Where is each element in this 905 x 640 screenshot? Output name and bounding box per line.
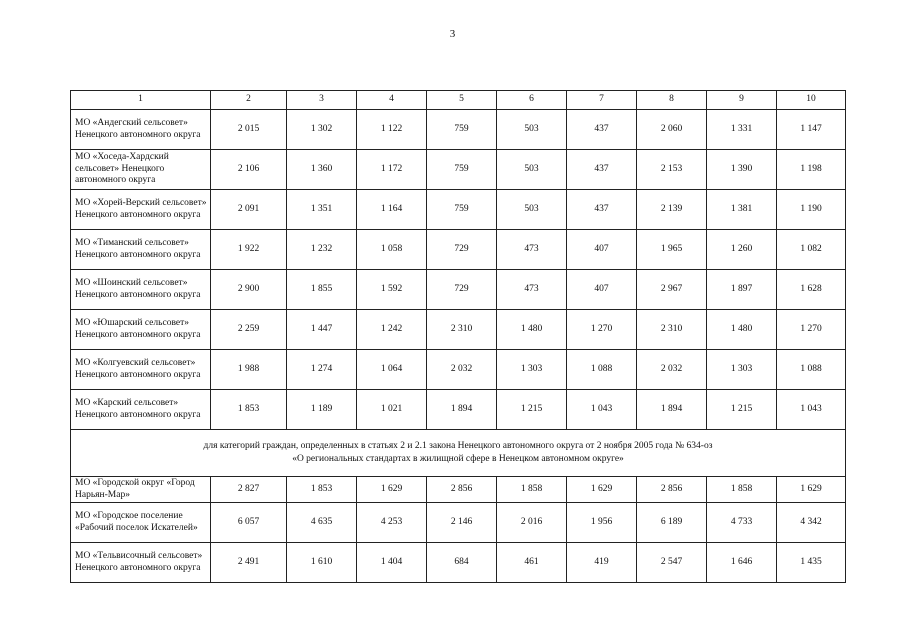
value-cell: 1 058 xyxy=(357,230,427,270)
value-cell: 1 480 xyxy=(497,310,567,350)
value-cell: 1 088 xyxy=(777,350,846,390)
value-cell: 2 547 xyxy=(637,543,707,583)
value-cell: 1 331 xyxy=(707,110,777,150)
value-cell: 2 856 xyxy=(637,477,707,503)
value-cell: 2 146 xyxy=(427,503,497,543)
value-cell: 1 270 xyxy=(777,310,846,350)
section-heading xyxy=(71,430,846,477)
value-cell: 473 xyxy=(497,270,567,310)
value-cell: 1 302 xyxy=(287,110,357,150)
value-cell: 1 988 xyxy=(211,350,287,390)
value-cell: 1 853 xyxy=(287,477,357,503)
header-cell: 1 xyxy=(71,91,211,110)
value-cell: 2 015 xyxy=(211,110,287,150)
value-cell: 1 232 xyxy=(287,230,357,270)
value-cell: 437 xyxy=(567,150,637,190)
value-cell: 419 xyxy=(567,543,637,583)
value-cell: 1 381 xyxy=(707,190,777,230)
municipality-name-cell: МО «Колгуевский сельсовет» Ненецкого автономного округа xyxy=(71,350,211,390)
value-cell: 2 827 xyxy=(211,477,287,503)
value-cell: 1 303 xyxy=(707,350,777,390)
value-cell: 1 260 xyxy=(707,230,777,270)
value-cell: 4 635 xyxy=(287,503,357,543)
value-cell: 1 088 xyxy=(567,350,637,390)
municipality-name-cell: МО «Шоинский сельсовет» Ненецкого автономного округа xyxy=(71,270,211,310)
municipality-name-cell: МО «Хоседа-Хардский сельсовет» Ненецкого автономного округа xyxy=(71,150,211,190)
value-cell: 2 106 xyxy=(211,150,287,190)
table-row xyxy=(71,350,846,390)
value-cell: 1 390 xyxy=(707,150,777,190)
value-cell: 759 xyxy=(427,150,497,190)
header-cell: 4 xyxy=(357,91,427,110)
value-cell: 2 856 xyxy=(427,477,497,503)
value-cell: 1 853 xyxy=(211,390,287,430)
section-heading-row xyxy=(71,430,846,477)
section-heading-line: для категорий граждан, определенных в статьях 2 и 2.1 закона Ненецкого автономного округа от 2 ноября 2005 года № 634-оз xyxy=(203,441,713,451)
value-cell: 1 164 xyxy=(357,190,427,230)
value-cell: 503 xyxy=(497,110,567,150)
municipality-name-cell: МО «Городской округ «Город Нарьян-Мар» xyxy=(71,477,211,503)
value-cell: 1 404 xyxy=(357,543,427,583)
data-table xyxy=(70,90,846,583)
value-cell: 4 253 xyxy=(357,503,427,543)
value-cell: 1 922 xyxy=(211,230,287,270)
municipality-name-cell: МО «Городское поселение «Рабочий поселок Искателей» xyxy=(71,503,211,543)
value-cell: 2 310 xyxy=(427,310,497,350)
value-cell: 1 172 xyxy=(357,150,427,190)
value-cell: 759 xyxy=(427,190,497,230)
value-cell: 1 215 xyxy=(707,390,777,430)
value-cell: 1 897 xyxy=(707,270,777,310)
value-cell: 407 xyxy=(567,230,637,270)
value-cell: 1 894 xyxy=(637,390,707,430)
value-cell: 1 480 xyxy=(707,310,777,350)
value-cell: 503 xyxy=(497,150,567,190)
value-cell: 1 858 xyxy=(707,477,777,503)
value-cell: 1 628 xyxy=(777,270,846,310)
value-cell: 684 xyxy=(427,543,497,583)
header-row xyxy=(71,91,846,110)
municipality-name-cell: МО «Юшарский сельсовет» Ненецкого автономного округа xyxy=(71,310,211,350)
value-cell: 1 043 xyxy=(777,390,846,430)
municipality-name-cell: МО «Андегский сельсовет» Ненецкого автономного округа xyxy=(71,110,211,150)
value-cell: 759 xyxy=(427,110,497,150)
value-cell: 437 xyxy=(567,190,637,230)
value-cell: 729 xyxy=(427,230,497,270)
value-cell: 407 xyxy=(567,270,637,310)
value-cell: 1 242 xyxy=(357,310,427,350)
value-cell: 1 198 xyxy=(777,150,846,190)
value-cell: 1 629 xyxy=(777,477,846,503)
value-cell: 2 491 xyxy=(211,543,287,583)
value-cell: 2 967 xyxy=(637,270,707,310)
value-cell: 2 900 xyxy=(211,270,287,310)
header-cell: 7 xyxy=(567,91,637,110)
value-cell: 473 xyxy=(497,230,567,270)
value-cell: 1 894 xyxy=(427,390,497,430)
municipality-name-cell: МО «Карский сельсовет» Ненецкого автономного округа xyxy=(71,390,211,430)
value-cell: 437 xyxy=(567,110,637,150)
value-cell: 1 447 xyxy=(287,310,357,350)
value-cell: 1 215 xyxy=(497,390,567,430)
page-number: 3 xyxy=(449,28,456,40)
value-cell: 1 435 xyxy=(777,543,846,583)
value-cell: 1 021 xyxy=(357,390,427,430)
table-row xyxy=(71,190,846,230)
municipality-name-cell: МО «Тиманский сельсовет» Ненецкого автономного округа xyxy=(71,230,211,270)
value-cell: 1 270 xyxy=(567,310,637,350)
header-cell: 5 xyxy=(427,91,497,110)
value-cell: 1 360 xyxy=(287,150,357,190)
table-row xyxy=(71,503,846,543)
table-row xyxy=(71,310,846,350)
value-cell: 503 xyxy=(497,190,567,230)
value-cell: 1 274 xyxy=(287,350,357,390)
value-cell: 1 064 xyxy=(357,350,427,390)
municipality-name-cell: МО «Тельвисочный сельсовет» Ненецкого автономного округа xyxy=(71,543,211,583)
value-cell: 1 610 xyxy=(287,543,357,583)
value-cell: 6 057 xyxy=(211,503,287,543)
table-row xyxy=(71,390,846,430)
header-cell: 3 xyxy=(287,91,357,110)
table-row xyxy=(71,477,846,503)
value-cell: 4 733 xyxy=(707,503,777,543)
value-cell: 1 082 xyxy=(777,230,846,270)
table-row xyxy=(71,230,846,270)
value-cell: 729 xyxy=(427,270,497,310)
value-cell: 461 xyxy=(497,543,567,583)
value-cell: 1 956 xyxy=(567,503,637,543)
header-cell: 2 xyxy=(211,91,287,110)
value-cell: 1 351 xyxy=(287,190,357,230)
value-cell: 1 629 xyxy=(567,477,637,503)
value-cell: 1 855 xyxy=(287,270,357,310)
table-row xyxy=(71,150,846,190)
value-cell: 1 629 xyxy=(357,477,427,503)
value-cell: 2 153 xyxy=(637,150,707,190)
header-cell: 9 xyxy=(707,91,777,110)
value-cell: 2 016 xyxy=(497,503,567,543)
value-cell: 1 122 xyxy=(357,110,427,150)
table-body xyxy=(71,91,846,583)
value-cell: 1 043 xyxy=(567,390,637,430)
value-cell: 1 190 xyxy=(777,190,846,230)
value-cell: 1 303 xyxy=(497,350,567,390)
value-cell: 1 147 xyxy=(777,110,846,150)
value-cell: 2 032 xyxy=(637,350,707,390)
table-row xyxy=(71,543,846,583)
value-cell: 6 189 xyxy=(637,503,707,543)
value-cell: 4 342 xyxy=(777,503,846,543)
table-row xyxy=(71,110,846,150)
value-cell: 2 060 xyxy=(637,110,707,150)
value-cell: 2 032 xyxy=(427,350,497,390)
header-cell: 6 xyxy=(497,91,567,110)
value-cell: 1 646 xyxy=(707,543,777,583)
section-heading-line: «О региональных стандартах в жилищной сфере в Ненецком автономном округе» xyxy=(292,454,624,464)
value-cell: 1 592 xyxy=(357,270,427,310)
table-row xyxy=(71,270,846,310)
header-cell: 10 xyxy=(777,91,846,110)
value-cell: 1 965 xyxy=(637,230,707,270)
value-cell: 1 858 xyxy=(497,477,567,503)
value-cell: 2 259 xyxy=(211,310,287,350)
value-cell: 1 189 xyxy=(287,390,357,430)
municipality-name-cell: МО «Хорей-Верский сельсовет» Ненецкого автономного округа xyxy=(71,190,211,230)
value-cell: 2 139 xyxy=(637,190,707,230)
header-cell: 8 xyxy=(637,91,707,110)
value-cell: 2 091 xyxy=(211,190,287,230)
value-cell: 2 310 xyxy=(637,310,707,350)
